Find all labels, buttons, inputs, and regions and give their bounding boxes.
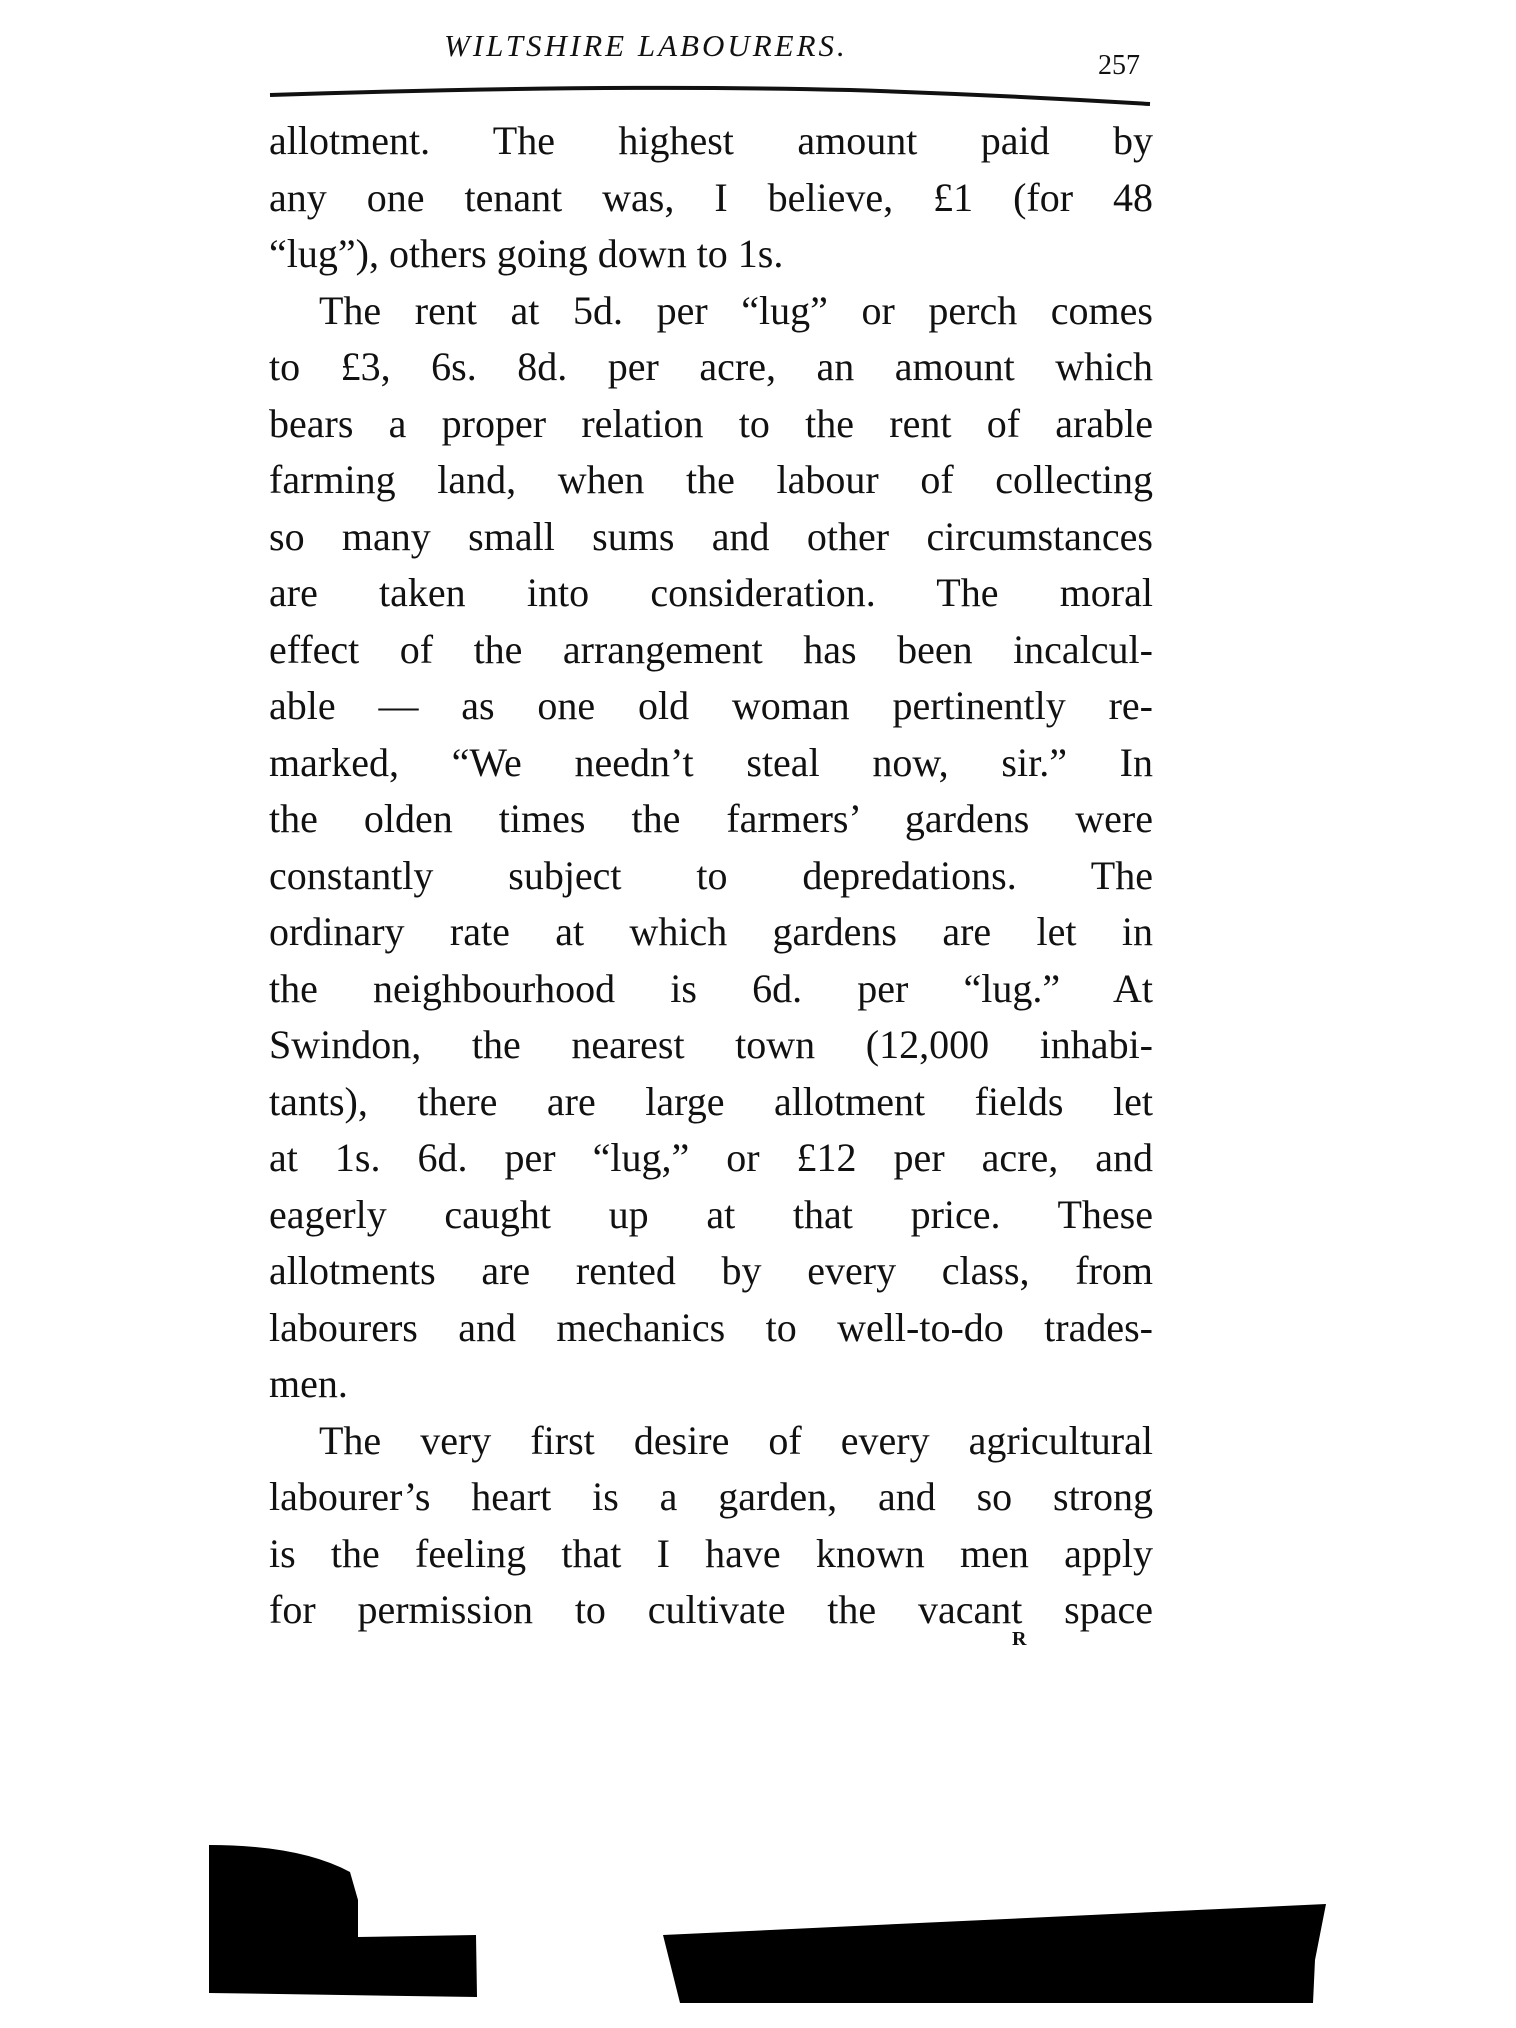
text-line: marked, “We needn’t steal now, sir.” In	[269, 739, 1153, 785]
text-line: able — as one old woman pertinently re-	[269, 683, 1153, 728]
scan-shadow-bottom	[663, 1904, 1326, 2003]
text-line: constantly subject to depredations. The	[269, 852, 1153, 898]
running-title: WILTSHIRE LABOURERS.	[444, 28, 848, 63]
text-line: farming land, when the labour of collecting	[269, 457, 1153, 502]
page-number: 257	[1098, 50, 1140, 81]
text-line: Swindon, the nearest town (12,000 inhabi-	[269, 1022, 1153, 1067]
text-line: bears a proper relation to the rent of arable	[269, 400, 1153, 446]
text-line: effect of the arrangement has been incalcul-	[269, 626, 1153, 672]
text-line: is the feeling that I have known men apply	[269, 1530, 1153, 1576]
text-line: at 1s. 6d. per “lug,” or £12 per acre, and	[269, 1135, 1153, 1180]
text-line: allotment. The highest amount paid by	[269, 118, 1153, 163]
text-line: The very first desire of every agricultural	[319, 1417, 1153, 1463]
scan-shadow-left	[209, 1845, 477, 1997]
text-line: ordinary rate at which gardens are let in	[269, 909, 1153, 954]
text-line: so many small sums and other circumstances	[269, 513, 1153, 559]
text-line: the neighbourhood is 6d. per “lug.” At	[269, 965, 1153, 1011]
text-line: “lug”), others going down to 1s.	[269, 231, 784, 276]
text-line: the olden times the farmers’ gardens were	[269, 796, 1153, 841]
text-line: labourer’s heart is a garden, and so strong	[269, 1474, 1153, 1519]
signature-mark: R	[1012, 1628, 1027, 1650]
text-line: The rent at 5d. per “lug” or perch comes	[319, 287, 1153, 333]
text-line: men.	[269, 1361, 348, 1406]
text-line: allotments are rented by every class, from	[269, 1248, 1153, 1293]
text-line: are taken into consideration. The moral	[269, 570, 1153, 615]
text-line: for permission to cultivate the vacant space	[269, 1587, 1153, 1632]
text-line: tants), there are large allotment fields let	[269, 1078, 1153, 1124]
text-line: to £3, 6s. 8d. per acre, an amount which	[269, 344, 1153, 389]
text-line: eagerly caught up at that price. These	[269, 1191, 1153, 1237]
text-line: labourers and mechanics to well-to-do trades-	[269, 1304, 1153, 1350]
text-line: any one tenant was, I believe, £1 (for 48	[269, 174, 1153, 220]
